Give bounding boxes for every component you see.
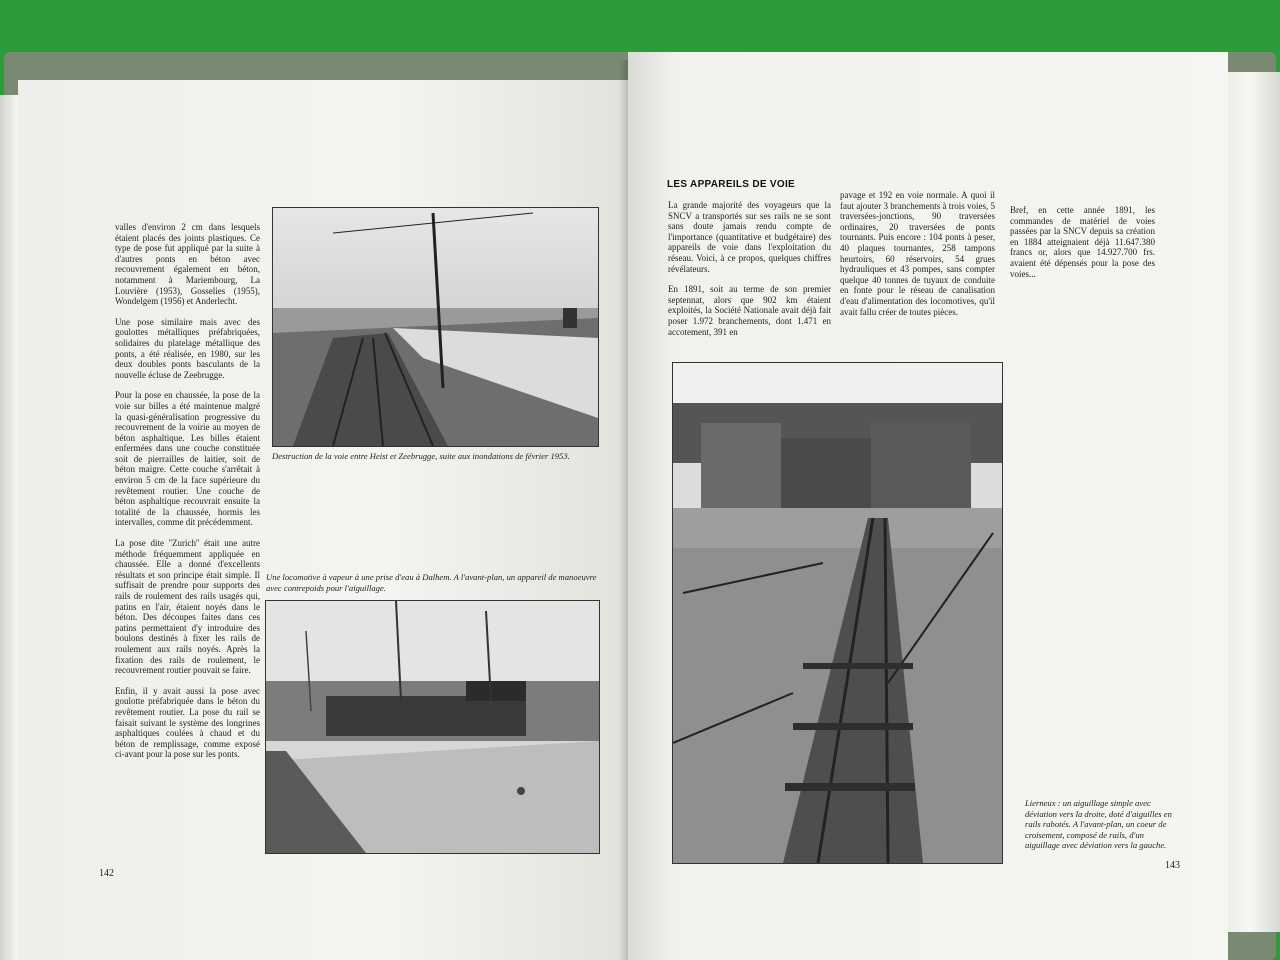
paragraph: En 1891, soit au terme de son premier septennat, alors que 902 km étaient exploités, la Société Nationale avait déjà fait poser 1.972 branchements, dont 1.471 en accotement, 391 en [668,284,831,337]
paragraph: Une pose similaire mais avec des goulottes métalliques préfabriquées, solidaires du platelage métallique des ponts, a été réalisée, en 1980, sur les deux doubles ponts basculants de la nouvelle écluse de Zeebrugge. [115,316,260,380]
page-number-right: 143 [1165,860,1180,871]
right-page-stack [1220,72,1280,932]
right-text-column-3 [1010,205,1155,289]
right-text-column-1 [668,200,831,347]
section-heading: LES APPAREILS DE VOIE [667,179,795,190]
locomotive-photo [265,600,600,854]
flood-photo [272,207,599,447]
right-text-column-2 [840,190,995,327]
paragraph: Pour la pose en chaussée, la pose de la voie sur billes a été maintenue malgré la quasi-généralisation progressive du recouvrement de la voirie au moyen de béton asphaltique. Les billes étaient enfermées dans une couche constituée soit de pierrailles de laitier, soit de béton maigre. Cette couche s'arrêtait à environ 5 cm de la face supérieure du revêtement routier. Une couche de béton asphaltique recouvrait ensuite la totalité de la chaussée, hormis les intervalles, comme dit précédemment. [115,390,260,528]
paragraph: La pose dite ''Zurich'' était une autre méthode fréquemment appliquée en chaussée. Elle a donné d'excellents résultats et son principe était simple. Il suffisait de prendre pour supports des rails de roulement des rails usagés qui, patins en l'air, étaient noyés dans le béton. Des découpes faites dans ces patins permettaient d'y introduire des boulons destinés à fixer les rails de roulement aux rails noyés. Après la fixation des rails de roulement, le recouvrement routier pouvait se faire. [115,538,260,676]
paragraph: La grande majorité des voyageurs que la SNCV a transportés sur ses rails ne se sont sans doute jamais rendu compte de l'importance (quantitative et budgétaire) des appareils de voie dans l'exploitation du réseau. Voici, à ce propos, quelques chiffres révélateurs. [668,200,831,274]
loco-caption: Une locomotive à vapeur à une prise d'eau à Dalhem. A l'avant-plan, un appareil de manoeuvre avec contrepoids pour l'aiguillage. [266,572,597,593]
page-number-left: 142 [99,868,114,879]
left-text-column [115,222,260,770]
depot-caption: Lierneux : un aiguillage simple avec déviation vers la droite, doté d'aiguilles en rails rabotés. A l'avant-plan, un coeur de croisement, composé de rails, d'un aiguillage avec déviation vers la gauche. [1025,798,1172,850]
flood-caption: Destruction de la voie entre Heist et Zeebrugge, suite aux inondations de février 1953. [272,451,570,461]
depot-photo [672,362,1003,864]
paragraph: valles d'environ 2 cm dans lesquels étaient placés des joints plastiques. Ce type de pose fut appliqué par la suite à d'autres ponts en béton avec recouvrement également en béton, notamment à Mariembourg, La Louvière (1953), Gosselies (1955), Wondelgem (1956) et Anderlecht. [115,222,260,307]
paragraph: Enfin, il y avait aussi la pose avec goulotte préfabriquée dans le béton du revêtement routier. La pose du rail se faisait suivant le système des longrines asphaltiques coulées à chaud et du béton de remplissage, comme exposé ci-avant pour la pose sur les ponts. [115,685,260,760]
paragraph: pavage et 192 en voie normale. A quoi il faut ajouter 3 branchements à trois voies, 5 traversées-jonctions, 90 traversées ordinaires, 20 traversées de ponts tournants. Puis encore : 104 ponts à peser, 40 plaques tournantes, 258 tampons heurtoirs, 60 réservoirs, 54 grues hydrauliques et 43 pompes, sans compter quelque 40 tonnes de tuyaux de conduite en fonte pour le réseau de canalisation d'eau d'alimentation des locomotives, qu'il avait fallu créer de toutes pièces. [840,190,995,317]
paragraph: Bref, en cette année 1891, les commandes de matériel de voies passées par la SNCV depuis sa création en 1884 atteignaient déjà 11.647.380 francs or, alors que 14.927.700 frs. avaient été dépensés pour la pose des voies... [1010,205,1155,279]
